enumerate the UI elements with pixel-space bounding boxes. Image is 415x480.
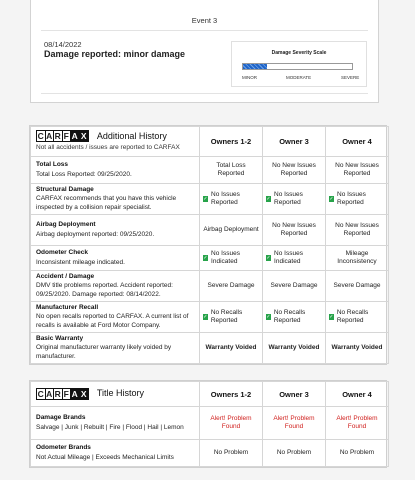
row-label bbox=[31, 215, 200, 246]
check-icon: ✓ bbox=[329, 196, 334, 202]
row-description: No open recalls reported to CARFAX. A current list of recalls is available at Ford Motor Company. bbox=[36, 313, 189, 329]
event-title: Damage reported: minor damage bbox=[44, 49, 186, 59]
row-title: Odometer Check bbox=[36, 249, 89, 257]
additional-history-title: Additional History bbox=[96, 130, 167, 141]
table-row bbox=[31, 333, 389, 364]
severity-bar bbox=[242, 63, 353, 70]
row-description: DMV title problems reported. Accident reported: 09/25/2020. Damage reported: 08/14/2022. bbox=[36, 282, 173, 298]
row-title: Airbag Deployment bbox=[36, 221, 96, 229]
owner-status-cell: ✓ No Recalls Reported bbox=[200, 302, 263, 333]
owner-status-cell: ✓ No Issues Reported bbox=[200, 184, 263, 215]
severity-tick-moderate: MODERATE bbox=[286, 75, 312, 80]
owner-status-cell: Warranty Voided bbox=[200, 333, 263, 364]
table-row bbox=[31, 184, 389, 215]
row-title: Manufacturer Recall bbox=[36, 304, 99, 312]
additional-history-header bbox=[31, 127, 389, 157]
owner-header: Owners 1-2 bbox=[200, 127, 263, 157]
table-row bbox=[31, 302, 389, 333]
owner-status-cell: No Problem bbox=[326, 440, 389, 467]
table-row bbox=[31, 246, 389, 271]
row-label bbox=[31, 246, 200, 271]
severity-tick-minor: MINOR bbox=[242, 75, 257, 80]
check-icon: ✓ bbox=[266, 196, 271, 202]
check-icon: ✓ bbox=[203, 196, 208, 202]
row-label bbox=[31, 271, 200, 302]
row-label bbox=[31, 302, 200, 333]
owner-header: Owner 4 bbox=[326, 127, 389, 157]
additional-history-card bbox=[29, 125, 387, 365]
carfax-logo: C A R F A X bbox=[36, 388, 89, 400]
owner-status-cell: ✓ No Issues Indicated bbox=[200, 246, 263, 271]
owner-status-cell: Warranty Voided bbox=[326, 333, 389, 364]
row-description: Salvage | Junk | Rebuilt | Fire | Flood | Hail | Lemon bbox=[36, 423, 184, 431]
title-history-rows bbox=[31, 407, 389, 467]
owner-header: Owner 3 bbox=[263, 127, 326, 157]
row-label bbox=[31, 184, 200, 215]
owner-status-cell: ✓ No Recalls Reported bbox=[326, 302, 389, 333]
event-card bbox=[30, 0, 379, 103]
row-description: Total Loss Reported: 09/25/2020. bbox=[36, 170, 132, 178]
check-icon: ✓ bbox=[203, 255, 208, 261]
check-icon: ✓ bbox=[266, 314, 271, 320]
row-title: Total Loss bbox=[36, 161, 69, 169]
row-description: CARFAX recommends that you have this vehicle inspected by a collision repair specialist. bbox=[36, 195, 177, 211]
owner-status-cell: Alert! Problem Found bbox=[263, 407, 326, 440]
owner-status-cell: No New Issues Reported bbox=[263, 215, 326, 246]
title-history-table bbox=[30, 381, 389, 467]
owner-status-cell: No Problem bbox=[200, 440, 263, 467]
damage-severity-scale bbox=[231, 41, 367, 87]
check-icon: ✓ bbox=[266, 255, 271, 261]
row-label bbox=[31, 157, 200, 184]
row-title: Odometer Brands bbox=[36, 444, 91, 452]
owner-status-cell: Severe Damage bbox=[326, 271, 389, 302]
additional-history-rows bbox=[31, 157, 389, 364]
event-label: Event 3 bbox=[191, 16, 218, 25]
check-icon: ✓ bbox=[203, 314, 208, 320]
owner-status-cell: Mileage Inconsistency bbox=[326, 246, 389, 271]
owner-status-cell: Severe Damage bbox=[263, 271, 326, 302]
table-row bbox=[31, 440, 389, 467]
owner-header: Owner 3 bbox=[263, 382, 326, 407]
row-label bbox=[31, 407, 200, 440]
row-title: Structural Damage bbox=[36, 186, 94, 194]
severity-bar-fill bbox=[243, 64, 267, 69]
severity-tick-severe: SEVERE bbox=[341, 75, 360, 80]
event-details bbox=[41, 30, 368, 94]
row-title: Damage Brands bbox=[36, 414, 86, 422]
table-row bbox=[31, 215, 389, 246]
check-icon: ✓ bbox=[329, 314, 334, 320]
row-title: Accident / Damage bbox=[36, 273, 95, 281]
owner-status-cell: ✓ No Issues Indicated bbox=[263, 246, 326, 271]
row-title: Basic Warranty bbox=[36, 335, 84, 343]
owner-status-cell: Severe Damage bbox=[200, 271, 263, 302]
row-description: Not Actual Mileage | Exceeds Mechanical Limits bbox=[36, 453, 174, 461]
title-history-card bbox=[29, 380, 387, 468]
severity-scale-title: Damage Severity Scale bbox=[271, 50, 327, 56]
owner-status-cell: Alert! Problem Found bbox=[326, 407, 389, 440]
title-history-title: Title History bbox=[96, 388, 144, 399]
table-row bbox=[31, 157, 389, 184]
owner-status-cell: Total Loss Reported bbox=[200, 157, 263, 184]
additional-history-table bbox=[30, 126, 389, 364]
owner-header: Owners 1-2 bbox=[200, 382, 263, 407]
title-history-header bbox=[31, 382, 389, 407]
row-description: Airbag deployment reported: 09/25/2020. bbox=[36, 230, 155, 238]
table-row bbox=[31, 407, 389, 440]
owner-status-cell: Airbag Deployment bbox=[200, 215, 263, 246]
row-label bbox=[31, 440, 200, 467]
row-label bbox=[31, 333, 200, 364]
row-description: Inconsistent mileage indicated. bbox=[36, 258, 125, 266]
carfax-logo: C A R F A X bbox=[36, 130, 89, 142]
owner-status-cell: Alert! Problem Found bbox=[200, 407, 263, 440]
owner-status-cell: ✓ No Issues Reported bbox=[326, 184, 389, 215]
owner-status-cell: Warranty Voided bbox=[263, 333, 326, 364]
event-date: 08/14/2022 bbox=[44, 40, 82, 49]
table-row bbox=[31, 271, 389, 302]
additional-history-subtitle: Not all accidents / issues are reported to CARFAX bbox=[36, 144, 180, 152]
owner-header: Owner 4 bbox=[326, 382, 389, 407]
owner-status-cell: ✓ No Recalls Reported bbox=[263, 302, 326, 333]
owner-status-cell: ✓ No Issues Reported bbox=[263, 184, 326, 215]
owner-status-cell: No Problem bbox=[263, 440, 326, 467]
owner-status-cell: No New Issues Reported bbox=[326, 157, 389, 184]
owner-status-cell: No New Issues Reported bbox=[326, 215, 389, 246]
row-description: Original manufacturer warranty likely voided by manufacturer. bbox=[36, 344, 172, 360]
owner-status-cell: No New Issues Reported bbox=[263, 157, 326, 184]
